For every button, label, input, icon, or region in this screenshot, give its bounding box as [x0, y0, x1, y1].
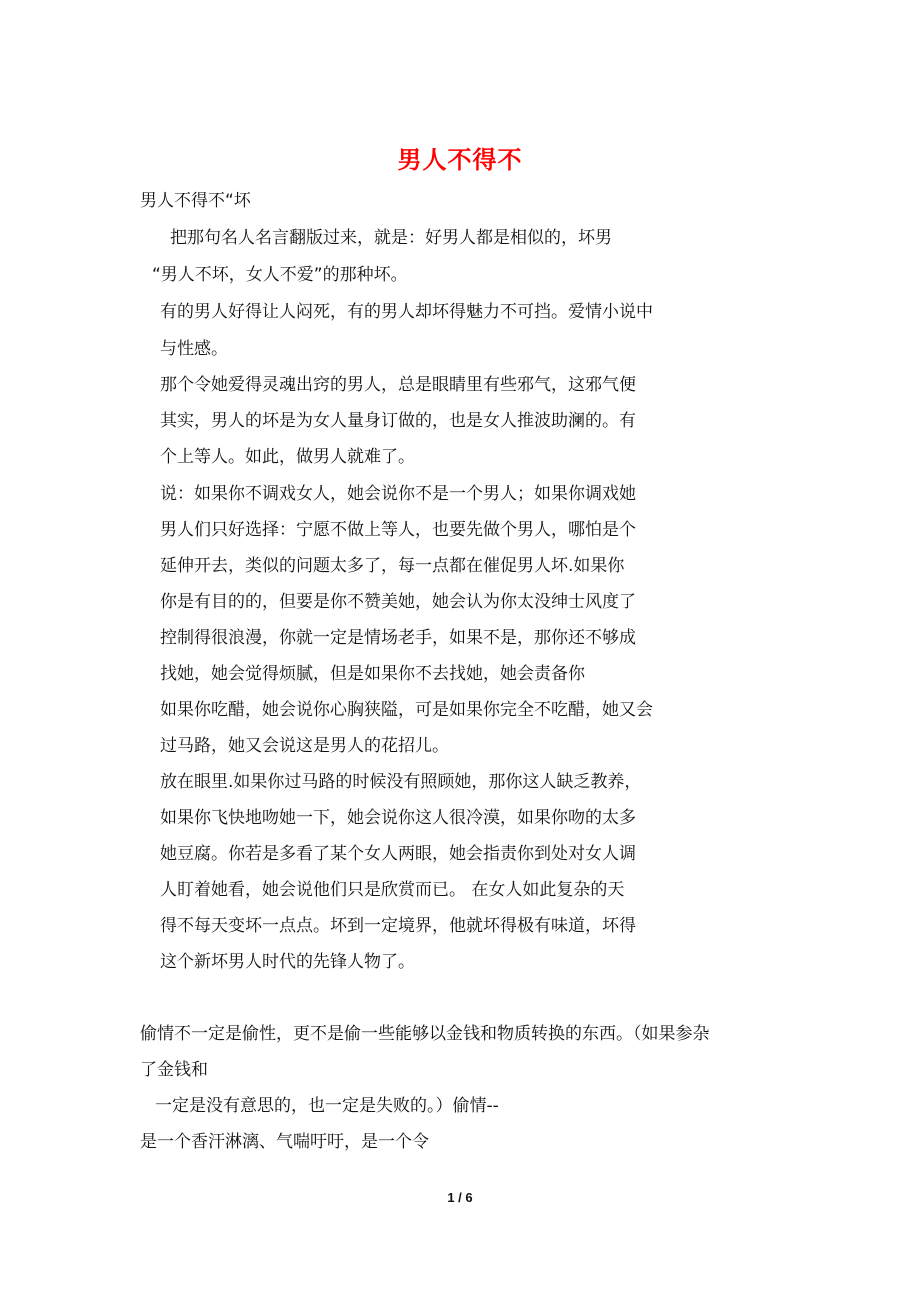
text-line: 是一个香汗淋漓、气喘吁吁，是一个令 [140, 1132, 429, 1152]
text-line: 放在眼里.如果你过马路的时候没有照顾她，那你这人缺乏教养， [160, 772, 642, 792]
text-line: 找她，她会觉得烦腻，但是如果你不去找她，她会责备你 [160, 664, 585, 684]
text-line: 偷情不一定是偷性，更不是偷一些能够以金钱和物质转换的东西。（如果参杂 [140, 1024, 710, 1044]
text-line: 延伸开去，类似的问题太多了，每一点都在催促男人坏.如果你 [160, 556, 625, 576]
text-line: 个上等人。如此，做男人就难了。 [160, 447, 415, 467]
text-line: 有的男人好得让人闷死，有的男人却坏得魅力不可挡。爱情小说中 [160, 302, 653, 322]
page-indicator: 1 / 6 [447, 1190, 473, 1205]
document-title: 男人不得不 [397, 145, 523, 174]
text-line: “男人不坏，女人不爱”的那种坏。 [152, 265, 408, 285]
text-line: 得不每天变坏一点点。坏到一定境界，他就坏得极有味道，坏得 [160, 916, 636, 936]
text-line: 男人不得不“坏 [140, 191, 251, 211]
text-line: 你是有目的的，但要是你不赞美她，她会认为你太没绅士风度了 [160, 592, 636, 612]
text-line: 控制得很浪漫，你就一定是情场老手，如果不是，那你还不够成 [160, 628, 636, 648]
text-line: 那个令她爱得灵魂出窍的男人，总是眼睛里有些邪气，这邪气便 [160, 375, 636, 395]
text-line: 过马路，她又会说这是男人的花招儿。 [160, 736, 449, 756]
text-line: 如果你飞快地吻她一下，她会说你这人很冷漠，如果你吻的太多 [160, 808, 636, 828]
text-line: 说：如果你不调戏女人，她会说你不是一个男人；如果你调戏她 [160, 484, 636, 504]
text-line: 了金钱和 [140, 1060, 208, 1080]
text-line: 把那句名人名言翻版过来，就是：好男人都是相似的，坏男 [170, 228, 612, 248]
text-line: 她豆腐。你若是多看了某个女人两眼，她会指责你到处对女人调 [160, 844, 636, 864]
text-line: 与性感。 [160, 339, 228, 359]
text-line: 如果你吃醋，她会说你心胸狭隘，可是如果你完全不吃醋，她又会 [160, 700, 653, 720]
text-line: 男人们只好选择：宁愿不做上等人，也要先做个男人，哪怕是个 [160, 520, 636, 540]
text-line: 这个新坏男人时代的先锋人物了。 [160, 952, 415, 972]
text-line: 人盯着她看，她会说他们只是欣赏而已。 在女人如此复杂的天 [160, 880, 625, 900]
text-line: 一定是没有意思的，也一定是失败的。）偷情-- [155, 1096, 499, 1116]
text-line: 其实，男人的坏是为女人量身订做的，也是女人推波助澜的。有 [160, 411, 636, 431]
